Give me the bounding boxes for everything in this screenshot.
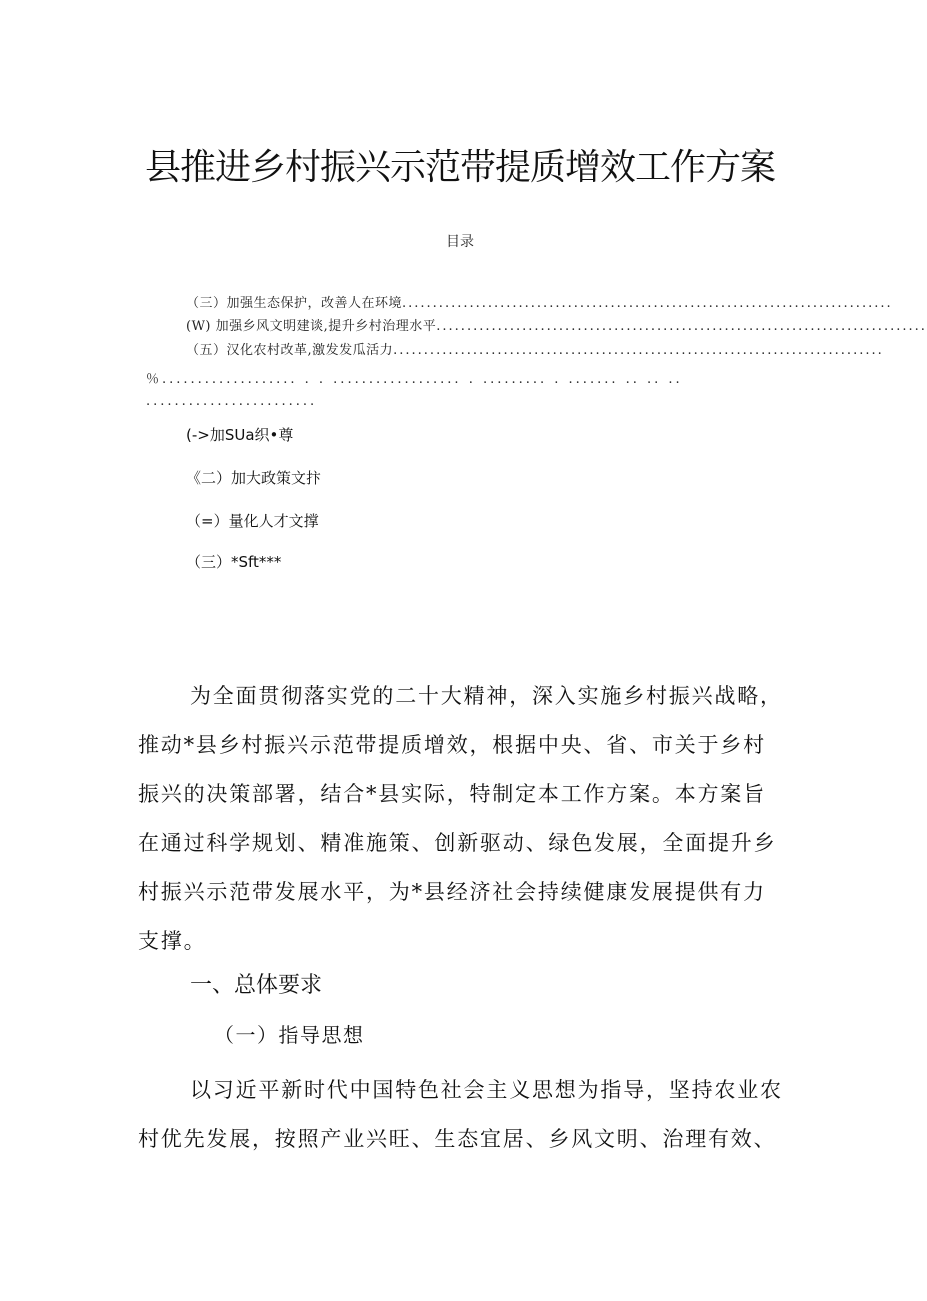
toc-leader-dots: ................................................................................ [393, 343, 884, 358]
toc-short-item[interactable]: （三）*Sft*** [186, 553, 282, 571]
toc-garbled-line: ％................... . . .................. . ......... . ....... .. .. .. [146, 372, 683, 387]
toc-heading: 目录 [446, 234, 474, 250]
toc-garbled-line: ........................ [146, 394, 318, 409]
toc-item[interactable] [186, 341, 884, 361]
toc-leader-dots: ................................................................................ [402, 296, 893, 311]
document-title: 县推进乡村振兴示范带提质增效工作方案 [144, 147, 775, 188]
toc-item[interactable] [186, 294, 893, 314]
toc-leader-dots: ................................................................................ [436, 319, 927, 334]
toc-short-item[interactable]: （=）量化人才文撑 [186, 512, 319, 530]
intro-paragraph: 为全面贯彻落实党的二十大精神，深入实施乡村振兴战略，推动*县乡村振兴示范带提质增效，根据中央、省、市关于乡村振兴的决策部署，结合*县实际，特制定本工作方案。本方案旨在通过科学规划、精准施策、创新驱动、绿色发展，全面提升乡村振兴示范带发展水平，为*县经济社会持续健康发展提供有力支撑。 [138, 684, 783, 953]
toc-short-item[interactable]: 《二）加大政策文抃 [186, 469, 322, 487]
subsection-heading: （一）指导思想 [214, 1023, 365, 1047]
toc-item-label: （五）汉化农村改革,激发发瓜活力 [186, 343, 394, 358]
toc-item-label: (W) 加强乡风文明建谈,提升乡村治理水平 [186, 319, 437, 334]
section-heading: 一、总体要求 [190, 973, 323, 998]
guiding-paragraph: 以习近平新时代中国特色社会主义思想为指导，坚持农业农村优先发展，按照产业兴旺、生态宜居、乡风文明、治理有效、 [138, 1078, 783, 1151]
toc-short-item[interactable]: (->加SUa织•尊 [186, 426, 294, 444]
toc-item-label: （三）加强生态保护，改善人在环境 [186, 296, 403, 311]
toc-item[interactable] [186, 317, 927, 337]
